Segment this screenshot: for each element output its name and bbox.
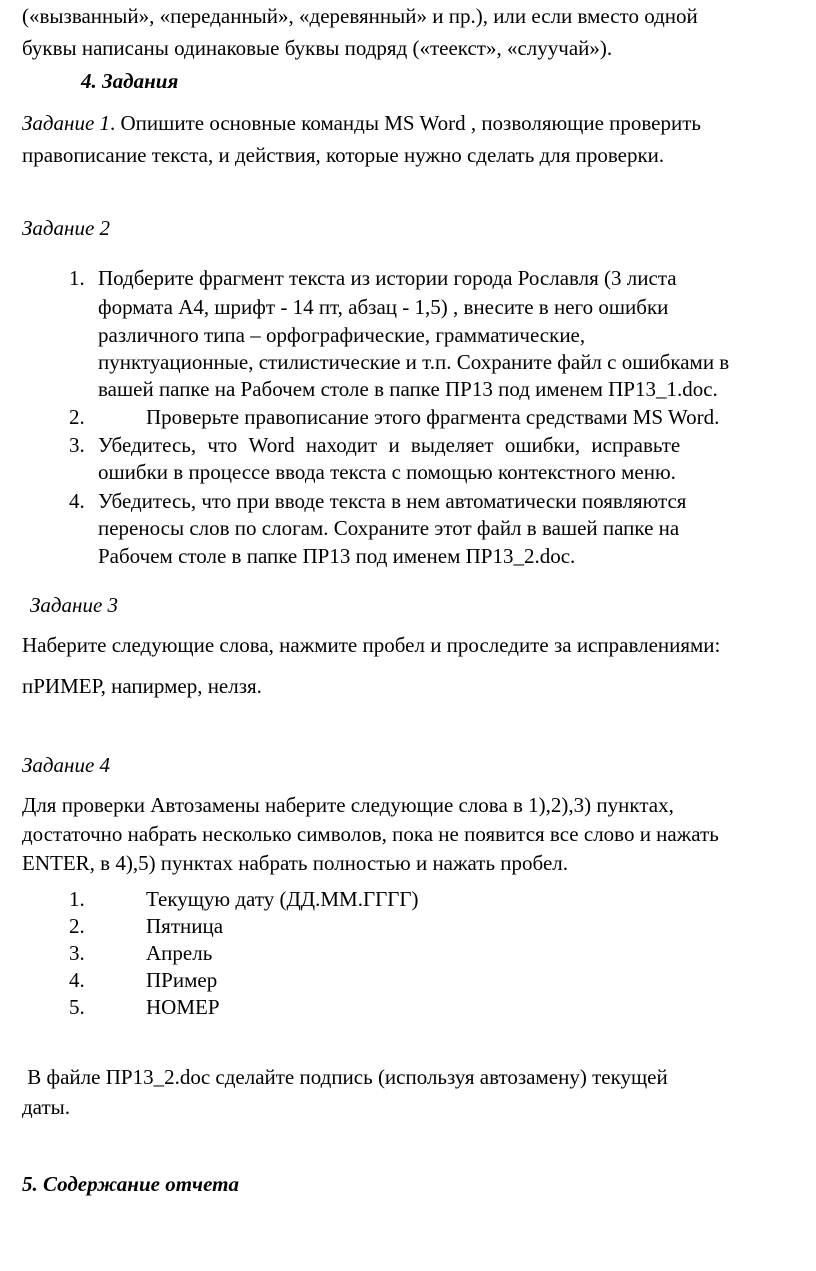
task-4-item-2-number: 2. — [69, 914, 85, 938]
task-4-item-4-number: 4. — [69, 968, 85, 992]
task-2-item-2-line-1: Проверьте правописание этого фрагмента средствами MS Word. — [146, 405, 720, 429]
task-2-item-4-line-2: переносы слов по слогам. Сохраните этот файл в вашей папке на — [98, 516, 680, 540]
task-3-line-1: Наберите следующие слова, нажмите пробел и проследите за исправлениями: — [22, 633, 721, 657]
section-4-heading: 4. Задания — [81, 69, 179, 93]
intro-line-1: («вызванный», «переданный», «деревянный» и пр.), или если вместо одной — [22, 4, 698, 28]
task-4-item-1-text: Текущую дату (ДД.ММ.ГГГГ) — [146, 887, 419, 911]
task-4-item-3-text: Апрель — [146, 941, 213, 965]
task-1-text: . Опишите основные команды MS Word , позволяющие проверить — [110, 111, 701, 135]
task-4-line-2: достаточно набрать несколько символов, пока не появится все слово и нажать — [22, 822, 719, 846]
task-2-item-3-line-1: Убедитесь, что Word находит и выделяет ошибки, исправьте — [98, 433, 681, 457]
task-2-item-3-line-2: ошибки в процессе ввода текста с помощью контекстного меню. — [98, 460, 676, 484]
task-2-label: Задание 2 — [22, 216, 111, 240]
task-2-item-1-line-5: вашей папке на Рабочем столе в папке ПР13 под именем ПР13_1.doc. — [98, 377, 718, 401]
intro-line-2: буквы написаны одинаковые буквы подряд («теекст», «слуучай»). — [22, 36, 613, 60]
task-2-item-1-line-3: различного типа – орфографические, грамматические, — [98, 323, 586, 347]
task-2-item-4-line-1: Убедитесь, что при вводе текста в нем автоматически появляются — [98, 489, 687, 513]
task-2-item-1-line-1: Подберите фрагмент текста из истории города Рославля (3 листа — [98, 266, 677, 290]
task-4-item-1-number: 1. — [69, 887, 85, 911]
task-4-note-line-1: В файле ПР13_2.doc сделайте подпись (используя автозамену) текущей — [22, 1065, 668, 1089]
section-5-heading: 5. Содержание отчета — [22, 1172, 239, 1196]
task-4-item-4-text: ПРимер — [146, 968, 218, 992]
task-4-item-2-text: Пятница — [146, 914, 224, 938]
task-4-line-3: ENTER, в 4),5) пунктах набрать полностью и нажать пробел. — [22, 851, 568, 875]
task-2-item-1-line-2: формата А4, шрифт - 14 пт, абзац - 1,5) , внесите в него ошибки — [98, 295, 669, 319]
task-3-label: Задание 3 — [30, 593, 119, 617]
task-2-item-1-number: 1. — [69, 266, 85, 290]
task-2-item-4-line-3: Рабочем столе в папке ПР13 под именем ПР13_2.doc. — [98, 544, 576, 568]
task-4-item-5-number: 5. — [69, 995, 85, 1019]
task-2-item-1-line-4: пунктуационные, стилистические и т.п. Сохраните файл с ошибками в — [98, 350, 730, 374]
task-4-note-line-2: даты. — [22, 1095, 70, 1119]
task-4-line-1: Для проверки Автозамены наберите следующие слова в 1),2),3) пунктах, — [22, 793, 674, 817]
task-1-label: Задание 1 — [22, 111, 111, 135]
task-4-item-5-text: НОМЕР — [146, 995, 220, 1019]
task-2-item-3-number: 3. — [69, 433, 85, 457]
task-4-item-3-number: 3. — [69, 941, 85, 965]
task-1-line-1 — [22, 111, 701, 136]
task-4-label: Задание 4 — [22, 753, 111, 777]
task-1-line-2: правописание текста, и действия, которые нужно сделать для проверки. — [22, 143, 665, 167]
task-2-item-2-number: 2. — [69, 405, 85, 429]
task-2-item-4-number: 4. — [69, 489, 85, 513]
task-3-line-2: пРИМЕР, напирмер, нелзя. — [22, 674, 262, 698]
